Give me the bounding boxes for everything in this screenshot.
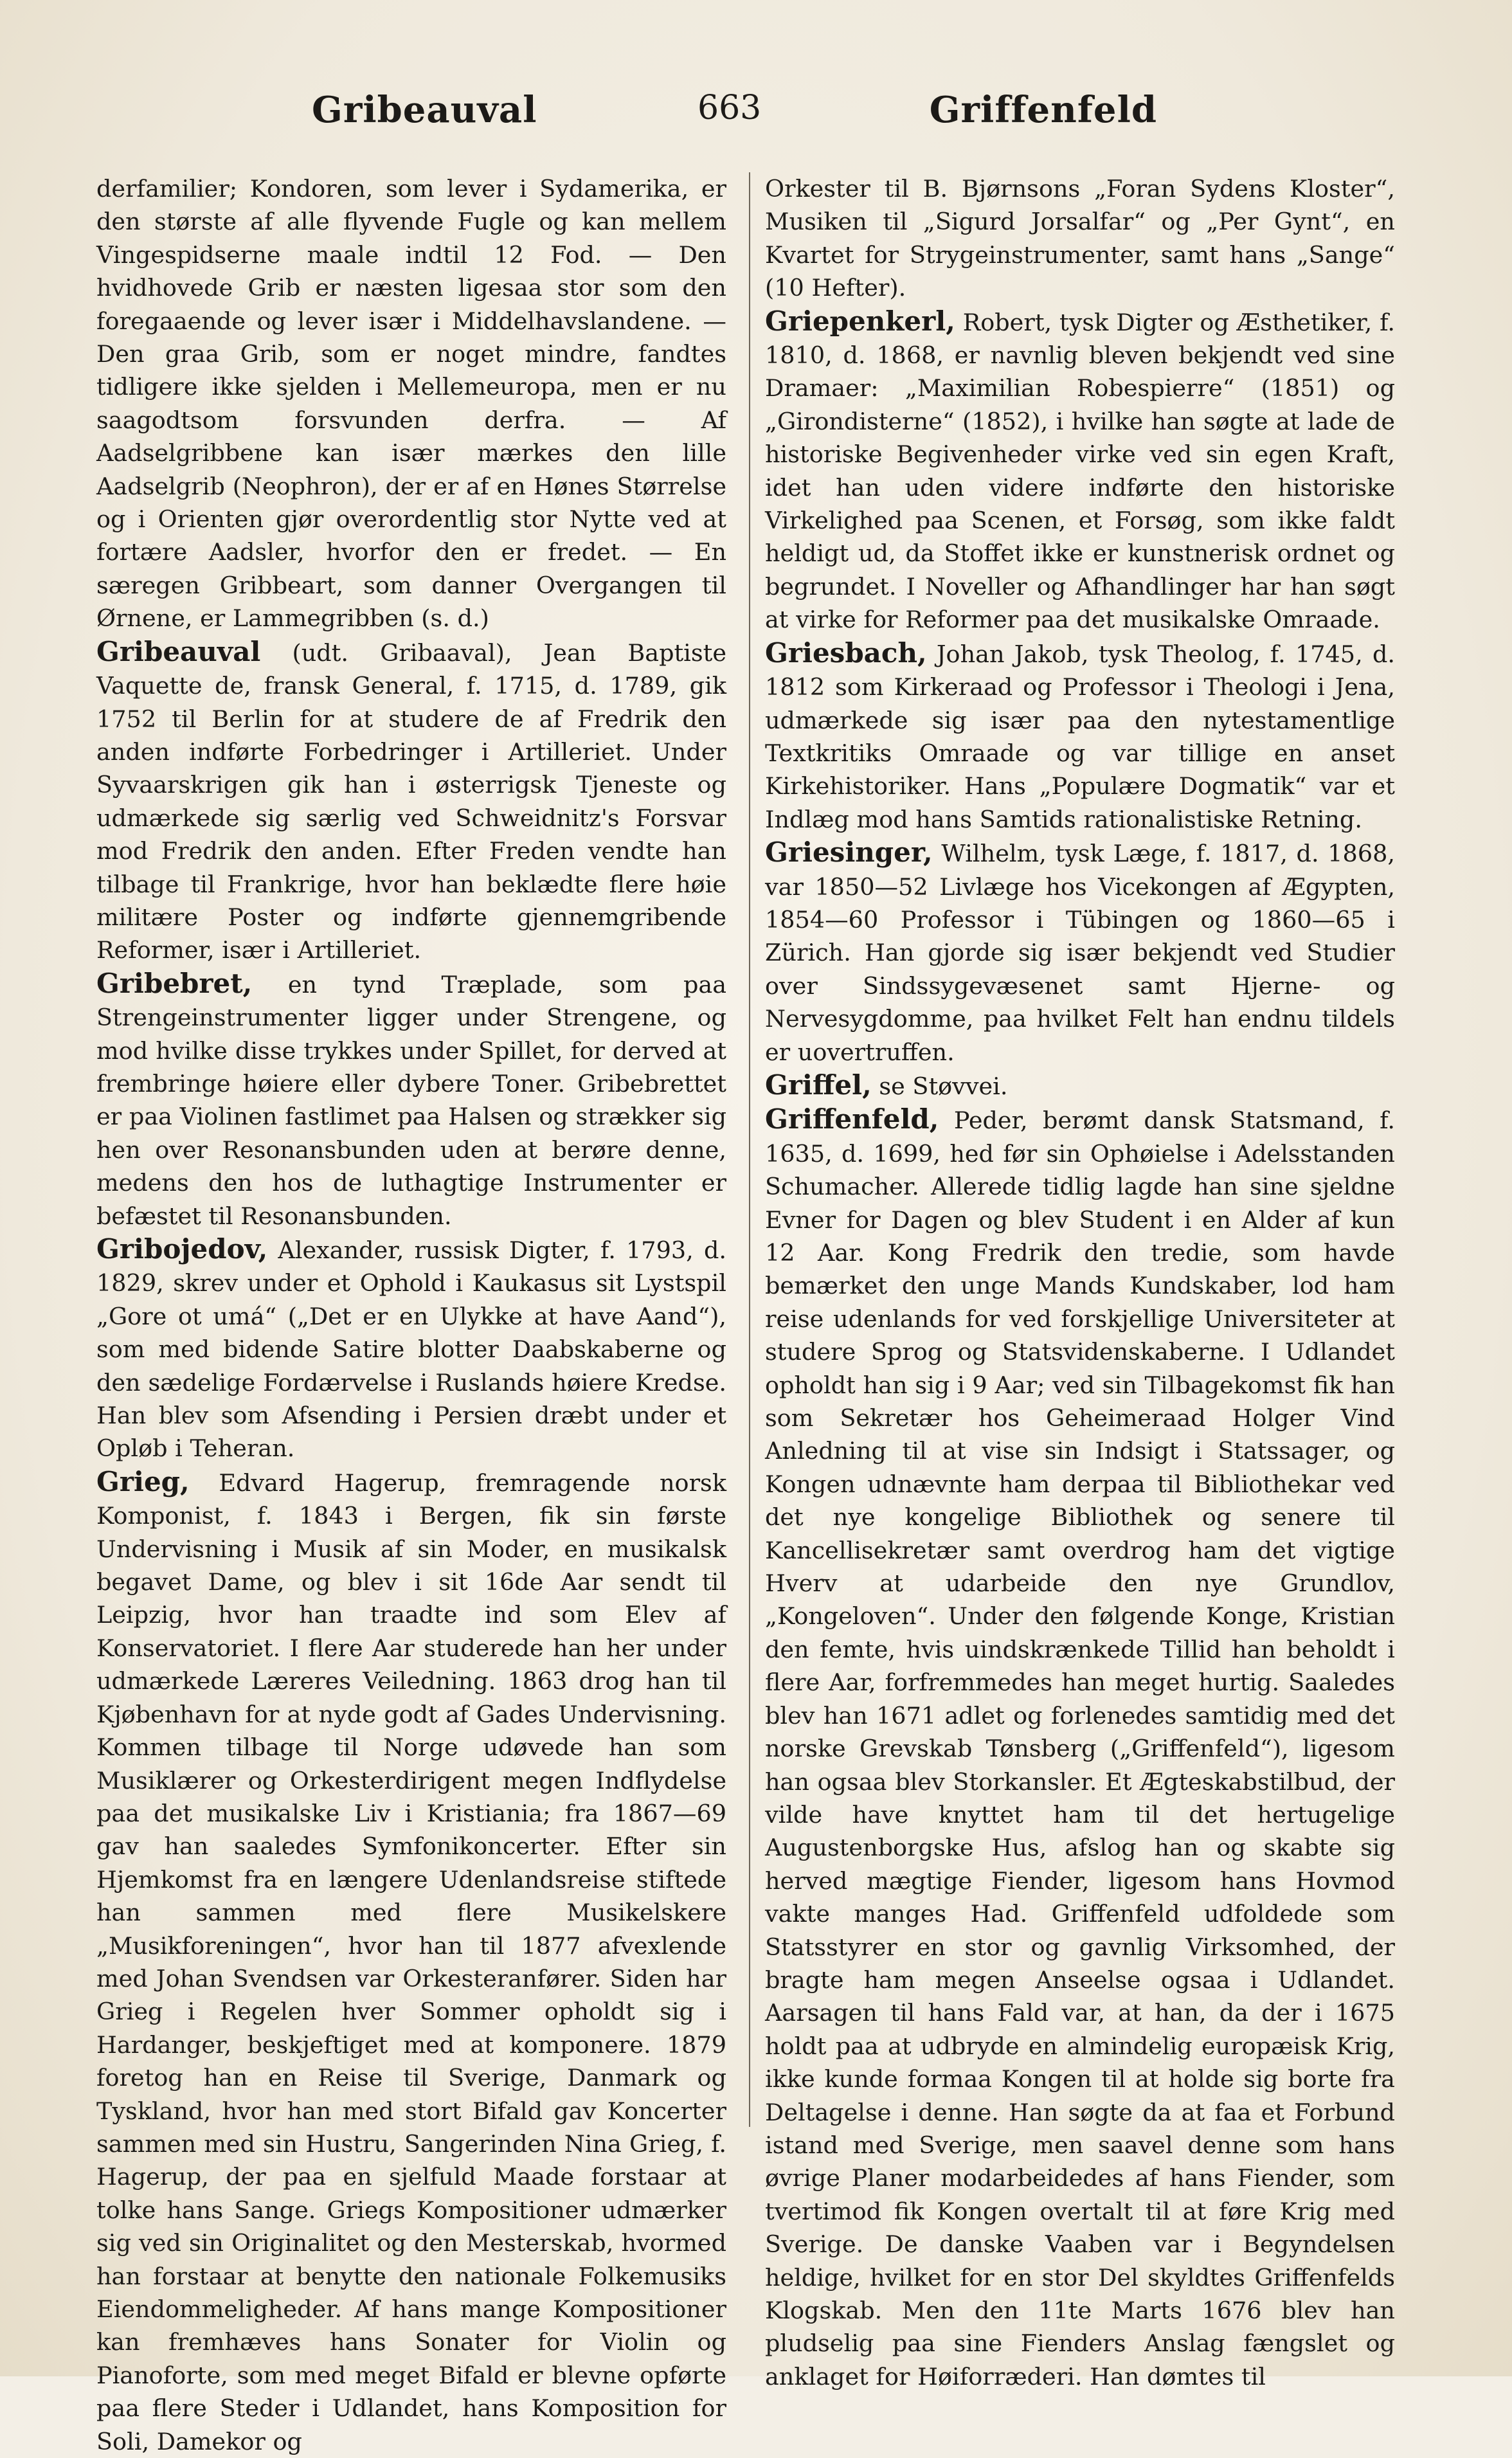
entry-grieg (96, 1465, 726, 2458)
entry-text: Edvard Hagerup, fremragende norsk Komponist, f. 1843 i Bergen, fik sin første Undervisning i Musik af sin Moder, en musikalsk begavet Dame, og blev i sit 16de Aar sendt til Leipzig, hvor han traadte ind som Elev af Konservatoriet. I flere Aar studerede han her under udmærkede Læreres Veiledning. 1863 drog han til Kjøbenhavn for at nyde godt af Gades Undervisning. Kommen tilbage til Norge udøvede han som Musiklærer og Orkesterdirigent megen Indflydelse paa det musikalske Liv i Kristiania; fra 1867—69 gav han saaledes Symfonikoncerter. Efter sin Hjemkomst fra en længere Udenlandsreise stiftede han sammen med flere Musikelskere „Musikforeningen“, hvor han til 1877 afvexlende med Johan Svendsen var Orkesteranfører. Siden har Grieg i Regelen hver Sommer opholdt sig i Hardanger, beskjeftiget med at komponere. 1879 foretog han en Reise til Sverige, Danmark og Tyskland, hvor han med stort Bifald gav Koncerter sammen med sin Hustru, Sangerinden Nina Grieg, f. Hagerup, der paa en sjelfuld Maade forstaar at tolke hans Sange. Griegs Kompositioner udmærker sig ved sin Originalitet og den Mesterskab, hvormed han forstaar at benytte den nationale Folkemusiks Eiendommeligheder. Af hans mange Kompositioner kan fremhæves hans Sonater for Violin og Pianoforte, som med meget Bifald er blevne opførte paa flere Steder i Udlandet, hans Komposition for Soli, Damekor og (96, 1468, 726, 2455)
entry-text: Robert, tysk Digter og Æsthetiker, f. 1810, d. 1868, er navnlig bleven bekjendt ved sine Dramaer: „Maximilian Robespierre“ (1851) og „Girondisterne“ (1852), i hvilke han søgte at lade de historiske Begivenheder virke ved sin egen Kraft, idet han uden videre indførte den historiske Virkelighed paa Scenen, et Forsøg, som ikke faldt heldigt ud, da Stoffet ikke er kunstnerisk ordnet og begrundet. I Noveller og Afhandlinger har han søgt at virke for Reformer paa det musikalske Omraade. (765, 308, 1395, 634)
entry-text: (udt. Gribaaval), Jean Baptiste Vaquette de, fransk General, f. 1715, d. 1789, gik 1752 til Berlin for at studere de af Fredrik den anden indførte Forbedringer i Artilleriet. Under Syvaarskrigen gik han i østerrigsk Tjeneste og udmærkede sig særlig ved Schweidnitz's Forsvar mod Fredrik den anden. Efter Freden vendte han tilbage til Frankrige, hvor han beklædte flere høie militære Poster og indførte gjennemgribende Reformer, især i Artilleriet. (96, 638, 726, 964)
header-left-word: Gribeauval (312, 89, 537, 131)
entry-griesbach (765, 637, 1395, 836)
entry-text: Alexander, russisk Digter, f. 1793, d. 1829, skrev under et Ophold i Kaukasus sit Lystspil „Gore ot umá“ („Det er en Ulykke at have Aand“), som med bidende Satire blotter Daabskaberne og den sædelige Fordærvelse i Ruslands høiere Kredse. Han blev som Afsending i Persien dræbt under et Opløb i Teheran. (96, 1236, 726, 1463)
left-column (96, 172, 726, 2458)
entry-text: Orkester til B. Bjørnsons „Foran Sydens Kloster“, Musiken til „Sigurd Jorsalfar“ og „Per Gynt“, en Kvartet for Strygeinstrumenter, samt hans „Sange“ (10 Hefter). (765, 175, 1395, 302)
entry-text: en tynd Træplade, som paa Strengeinstrumenter ligger under Strengene, og mod hvilke disse trykkes under Spillet, for derved at frembringe høiere eller dybere Toner. Gribebrettet er paa Violinen fastlimet paa Halsen og strækker sig hen over Resonansbunden uden at berøre denne, medens den hos de luthagtige Instrumenter er befæstet til Resonansbunden. (96, 970, 726, 1230)
entry-headword: Grieg, (96, 1465, 190, 1497)
page-header (96, 89, 1427, 140)
entry-text: Wilhelm, tysk Læge, f. 1817, d. 1868, var 1850—52 Livlæge hos Vicekongen af Ægypten, 1854—60 Professor i Tübingen og 1860—65 i Zürich. Han gjorde sig især bekjendt ved Studier over Sindssygevæsenet samt Hjerne- og Nervesygdomme, paa hvilket Felt han endnu tildels er uovertruffen. (765, 840, 1395, 1066)
entry-text: Peder, berømt dansk Statsmand, f. 1635, d. 1699, hed før sin Ophøielse i Adelsstanden Schumacher. Allerede tidlig lagde han sine sjeldne Evner for Dagen og blev Student i en Alder af kun 12 Aar. Kong Fredrik den tredie, som havde bemærket den unge Mands Kundskaber, lod ham reise udenlands for ved forskjellige Universiteter at studere Sprog og Statsvidenskaberne. I Udlandet opholdt han sig i 9 Aar; ved sin Tilbagekomst fik han som Sekretær hos Geheimeraad Holger Vind Anledning til at vise sin Indsigt i Statssager, og Kongen udnævnte ham derpaa til Bibliothekar ved det nye kongelige Bibliothek og senere til Kancellisekretær samt overdrog ham det vigtige Hverv at udarbeide den nye Grundlov, „Kongeloven“. Under den følgende Konge, Kristian den femte, hvis uindskrænkede Tillid han beholdt i flere Aar, forfremmedes han meget hurtig. Saaledes blev han 1671 adlet og forlenedes samtidig med det norske Grevskab Tønsberg („Griffenfeld“), ligesom han ogsaa blev Storkansler. Et Ægteskabstilbud, der vilde have knyttet ham til det hertugelige Augustenborgske Hus, afslog han og skabte sig herved mægtige Fiender, ligesom hans Hovmod vakte manges Had. Griffenfeld udfoldede som Statsstyrer en stor og gavnlig Virksomhed, der bragte ham megen Anseelse ogsaa i Udlandet. Aarsagen til hans Fald var, at han, da der i 1675 holdt paa at udbryde en almindelig europæisk Krig, ikke kunde formaa Kongen til at holde sig borte fra Deltagelse i denne. Han søgte da at faa et Forbund istand med Sverige, men saavel denne som hans øvrige Planer modarbeidedes af hans Fiender, som tvertimod fik Kongen overtalt til at føre Krig med Sverige. De danske Vaaben var i Begyndelsen heldige, hvilket for en stor Del skyldtes Griffenfelds Klogskab. Men den 11te Marts 1676 blev han pludselig paa sine Fienders Anslag fængslet og anklaget for Høiforræderi. Han dømtes til (765, 1107, 1395, 2390)
header-right-word: Griffenfeld (929, 89, 1157, 131)
entry-headword: Griffenfeld, (765, 1103, 939, 1135)
entry-gribebret (96, 967, 726, 1233)
entry-headword: Griesbach, (765, 637, 927, 669)
entry-griesinger (765, 836, 1395, 1069)
entry-headword: Gribeauval (96, 635, 261, 667)
entry-text: se Støvvei. (871, 1072, 1008, 1100)
entry-headword: Gribojedov, (96, 1233, 268, 1265)
entry-gribojedov (96, 1233, 726, 1465)
page-number: 663 (698, 89, 762, 127)
entry-grib-continued (96, 172, 726, 635)
entry-text: Johan Jakob, tysk Theolog, f. 1745, d. 1812 som Kirkeraad og Professor i Theologi i Jena, udmærkede sig især paa den nytestamentlige Textkritiks Omraade og var tillige en anset Kirkehistoriker. Hans „Populære Dogmatik“ var et Indlæg mod hans Samtids rationalistiske Retning. (765, 640, 1395, 833)
entry-headword: Griffel, (765, 1069, 872, 1101)
entry-griffenfeld (765, 1103, 1395, 2393)
entry-text: derfamilier; Kondoren, som lever i Sydamerika, er den største af alle flyvende Fugle og kan mellem Vingespidserne maale indtil 12 Fod. — Den hvidhovede Grib er næsten ligesaa stor som den foregaaende og lever især i Middelhavslandene. — Den graa Grib, som er noget mindre, fandtes tidligere ikke sjelden i Mellemeuropa, men er nu saagodtsom forsvunden derfra. — Af Aadselgribbene kan især mærkes den lille Aadselgrib (Neophron), der er af en Hønes Størrelse og i Orienten gjør overordentlig stor Nytte ved at fortære Aadsler, hvorfor den er fredet. — En særegen Gribbeart, som danner Overgangen til Ørnene, er Lammegribben (s. d.) (96, 175, 726, 633)
entry-headword: Griesinger, (765, 836, 933, 869)
entry-headword: Gribebret, (96, 967, 253, 999)
column-divider (749, 172, 750, 2127)
entry-gribeauval (96, 635, 726, 967)
entry-grieg-continued (765, 172, 1395, 305)
entry-headword: Griepenkerl, (765, 305, 955, 337)
entry-griepenkerl (765, 305, 1395, 637)
right-column (765, 172, 1395, 2393)
entry-griffel (765, 1069, 1395, 1103)
